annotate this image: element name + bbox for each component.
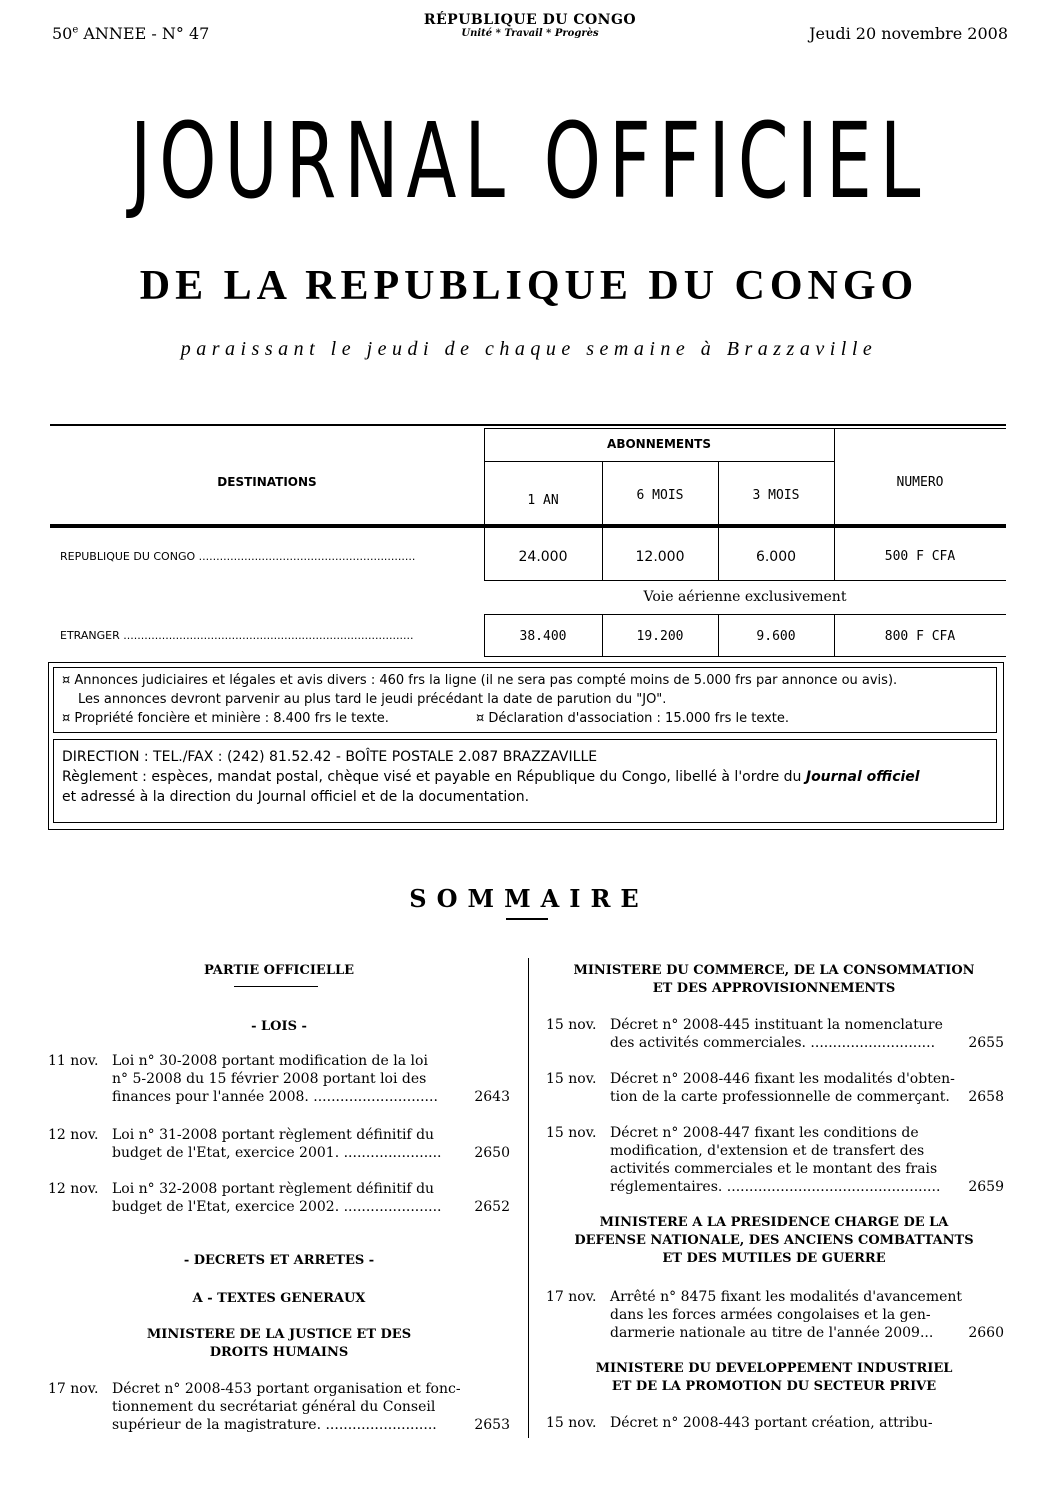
header-republic — [390, 12, 670, 39]
col-1-an: 1 AN — [527, 493, 559, 508]
lois-heading: - LOIS - — [251, 1019, 307, 1034]
ministry-justice-heading: MINISTERE DE LA JUSTICE ET DES DROITS HUMAINS — [146, 1327, 412, 1360]
announcement-line-3b: ¤ Déclaration d'association : 15.000 frs le texte. — [476, 711, 790, 726]
toc-entry[interactable]: 15 nov. Décret n° 2008-443 portant création, attribu- — [546, 1415, 933, 1431]
col-6-mois: 6 MOIS — [636, 488, 684, 503]
issue-date: Jeudi 20 novembre 2008 — [809, 24, 1008, 43]
partie-officielle: PARTIE OFFICIELLE — [203, 963, 355, 978]
journal-title: JOURNAL OFFICIEL — [129, 100, 929, 222]
toc-entry[interactable]: 15 nov. Décret n° 2008-447 fixant les conditions de modification, d'extension et de transfert des activités commerciales et le montant des frais réglementaires. ................................................ 2659 — [546, 1125, 1004, 1195]
destinations-header: DESTINATIONS — [217, 475, 317, 489]
air-note: Voie aérienne exclusivement — [643, 589, 847, 605]
toc-entry[interactable]: 17 nov. Décret n° 2008-453 portant organisation et fonc- tionnement du secrétariat général du Conseil supérieur de la magistrature. ......................... 2653 — [48, 1381, 510, 1433]
toc-entry[interactable]: 12 nov. Loi n° 32-2008 portant règlement définitif du budget de l'Etat, exercice 2002. ...................... 2652 — [48, 1181, 510, 1215]
row-congo-numero: 500 F CFA — [884, 549, 956, 564]
subscriptions-header: ABONNEMENTS — [607, 437, 711, 451]
direction-line-3: et adressé à la direction du Journal officiel et de la documentation. — [62, 789, 530, 805]
row-etranger-3mois: 9.600 — [756, 629, 796, 644]
row-congo-3mois: 6.000 — [755, 549, 797, 565]
republic-motto: Unité * Travail * Progrès — [461, 28, 599, 39]
direction-line-1: DIRECTION : TEL./FAX : (242) 81.52.42 - BOÎTE POSTALE 2.087 BRAZZAVILLE — [62, 749, 598, 765]
journal-tagline: paraissant le jeudi de chaque semaine à Brazzaville — [180, 338, 878, 360]
sommaire-title: SOMMAIRE — [409, 884, 649, 913]
republic-name: RÉPUBLIQUE DU CONGO — [423, 12, 637, 28]
toc-entry[interactable]: 15 nov. Décret n° 2008-445 instituant la nomenclature des activités commerciales. ............................ 2655 — [546, 1017, 1004, 1051]
ministry-industry-heading: MINISTERE DU DEVELOPPEMENT INDUSTRIEL ET DE LA PROMOTION DU SECTEUR PRIVE — [595, 1361, 953, 1394]
toc-entry[interactable]: 17 nov. Arrêté n° 8475 fixant les modalités d'avancement dans les forces armées congolaises et la gen- darmerie nationale au titre de l'année 2009... 2660 — [546, 1289, 1004, 1341]
announcement-line-2: Les annonces devront parvenir au plus tard le jeudi précédant la date de parution du "JO". — [78, 692, 667, 707]
direction-box — [53, 739, 997, 823]
row-congo-6mois: 12.000 — [635, 549, 685, 565]
toc-entry[interactable]: 15 nov. Décret n° 2008-446 fixant les modalités d'obten- tion de la carte professionnelle de commerçant. 2658 — [546, 1071, 1004, 1105]
row-congo-destination: REPUBLIQUE DU CONGO .............................................................. — [60, 550, 416, 563]
row-etranger-destination: ETRANGER ................................................................................... — [60, 629, 414, 642]
toc-entry[interactable]: 11 nov. Loi n° 30-2008 portant modification de la loi n° 5-2008 du 15 février 2008 portant loi des finances pour l'année 2008. ............................ 2643 — [48, 1053, 510, 1105]
col-3-mois: 3 MOIS — [752, 488, 800, 503]
notices-box — [48, 662, 1004, 830]
ministry-defense-heading: MINISTERE A LA PRESIDENCE CHARGE DE LA DEFENSE NATIONALE, DES ANCIENS COMBATTANTS ET DES MUTILES DE GUERRE — [574, 1215, 974, 1266]
sommaire-rule — [506, 918, 548, 920]
toc-entry[interactable]: 12 nov. Loi n° 31-2008 portant règlement définitif du budget de l'Etat, exercice 2001. ...................... 2650 — [48, 1127, 510, 1161]
row-congo-1an: 24.000 — [518, 549, 568, 565]
row-etranger-numero: 800 F CFA — [884, 629, 956, 644]
announcement-line-1: ¤ Annonces judiciaires et légales et avis divers : 460 frs la ligne (il ne sera pas compté moins de 5.000 frs par annonce ou avis). — [62, 673, 898, 688]
announcement-line-3a: ¤ Propriété foncière et minière : 8.400 frs le texte. — [62, 711, 389, 726]
column-divider — [528, 958, 529, 1438]
numero-header: NUMERO — [896, 475, 944, 490]
announcements-box — [53, 667, 997, 733]
issue-number: 50e ANNEE - N° 47 — [52, 24, 210, 43]
journal-subtitle: DE LA REPUBLIQUE DU CONGO — [139, 263, 919, 309]
textes-generaux-heading: A - TEXTES GENERAUX — [192, 1291, 366, 1306]
ministry-commerce-heading: MINISTERE DU COMMERCE, DE LA CONSOMMATION ET DES APPROVISIONNEMENTS — [573, 963, 975, 996]
direction-line-2: Règlement : espèces, mandat postal, chèque visé et payable en République du Congo, libellé à l'ordre du Journal officiel — [62, 769, 920, 785]
row-etranger-1an: 38.400 — [519, 629, 567, 644]
row-etranger-6mois: 19.200 — [636, 629, 684, 644]
decrets-heading: - DECRETS ET ARRETES - — [183, 1253, 375, 1268]
